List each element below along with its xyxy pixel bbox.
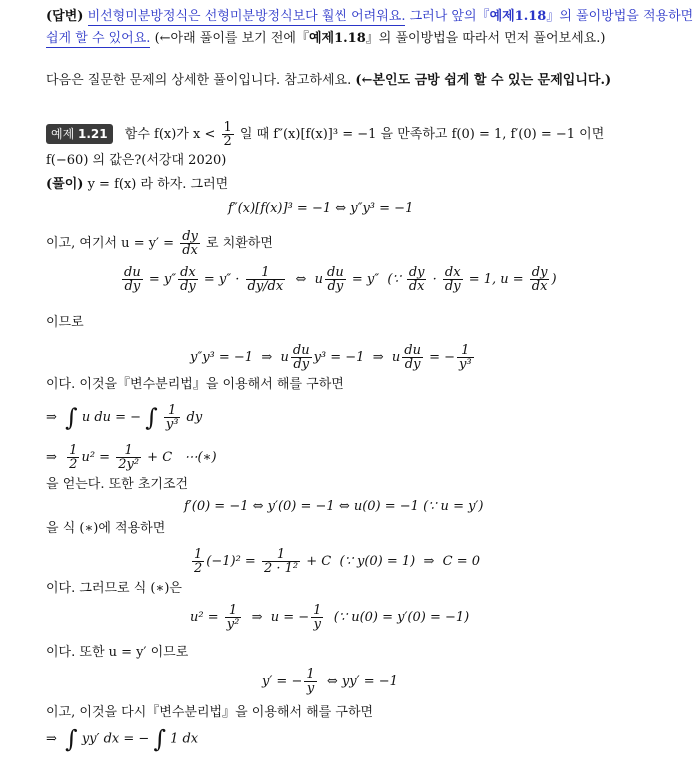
- solution-s6: 을 식 (∗)에 적용하면: [46, 521, 166, 536]
- solution-s8: 이다. 또한 u = y′ 이므로: [46, 645, 189, 660]
- solution-s3: 이므로: [46, 315, 84, 330]
- example-statement: [46, 121, 604, 148]
- eq-last-a: y′ = −: [262, 674, 303, 689]
- solution-s7: 이다. 그러므로 식 (∗)은: [46, 581, 182, 596]
- example-line-2: f(−60) 의 값은?(서강대 2020): [46, 153, 227, 168]
- solution-s9: 이고, 이것을 다시『변수분리법』을 이용해서 해를 구하면: [46, 705, 374, 720]
- badge-prefix: 예제: [51, 127, 75, 141]
- solution-s2a: 이고, 여기서 u = y′ =: [46, 236, 175, 251]
- eq-chain-rule: $\frac{du}{dy}$ = y″ $\frac{dx}{dy}$ = y″ · $\frac{1}{dy/dx}$ ⇔ u $\frac{du}{dy}$ = y″ (∵ $\frac{dy}{dx}$ · $\frac{dx}{dy}$ = 1, u = $\frac{dy}{dx}$ ): [124, 265, 557, 294]
- eq-constant: $\frac{1}{2}$ (−1)² = $\frac{1}{\text{2 · 1²}}$ + C (∵ y(0) = 1) ⇒ C = 0: [194, 547, 481, 576]
- statement-b: 일 때 f″(x)[f(x)]³ = −1 을 만족하고 f(0) = 1, f′(0) = −1 이면: [239, 127, 605, 142]
- intro-note: (←본인도 금방 쉽게 할 수 있는 문제입니다.): [355, 73, 612, 88]
- answer-text-2c: 』의 풀이방법을 따라서 먼저 풀어보세요.): [365, 31, 606, 46]
- solution-line-1: [46, 176, 228, 194]
- solution-s4: 이다. 이것을『변수분리법』을 이용해서 해를 구하면: [46, 377, 344, 392]
- eq-last: y′ = − $\frac{1}{y}$ ⇔ yy′ = −1: [262, 667, 398, 696]
- badge-number: 1.21: [78, 127, 108, 141]
- answer-text-2b: (←아래 풀이를 보기 전에『: [154, 31, 309, 46]
- example-badge: [46, 124, 113, 144]
- intro-line: [46, 72, 611, 90]
- answer-text-2a: 쉽게 할 수 있어요.: [46, 31, 151, 46]
- example-ref-2: 예제1.18: [308, 31, 366, 46]
- solution-s5: 을 얻는다. 또한 초기조건: [46, 477, 189, 492]
- answer-text-1c: 』의 풀이방법을 적용하면: [546, 9, 693, 24]
- example-ref-1: 예제1.18: [489, 9, 547, 24]
- answer-tag: (답변): [46, 9, 84, 24]
- eq-1: f″(x)[f(x)]³ = −1 ⇔ y″y³ = −1: [228, 201, 414, 216]
- eq-last-b: ⇔ yy′ = −1: [326, 674, 398, 689]
- statement-a: 함수 f(x)가 x <: [124, 127, 216, 142]
- fraction-dy-dx: $\frac{dy}{dx}$: [182, 229, 198, 258]
- answer-text-1b: 그러나 앞의『: [409, 9, 490, 24]
- answer-line-1: [46, 8, 693, 26]
- solution-line-2: [46, 230, 273, 257]
- answer-text-1a: 비선형미분방정식은 선형미분방정식보다 훨씬 어려워요.: [87, 9, 406, 24]
- eq-initial: f′(0) = −1 ⇔ y′(0) = −1 ⇔ u(0) = −1 (∵ u = y′): [184, 499, 484, 514]
- solution-s2b: 로 치환하면: [206, 236, 273, 251]
- eq-star: ⇒ $\frac{1}{2}$ u² = $\frac{1}{\text{2y²}}$ + C ⋯(∗): [46, 443, 217, 472]
- answer-line-2: [46, 30, 605, 48]
- eq-integral-1: ⇒ ∫ u du = − ∫ $\frac{1}{\text{y³}}$ dy: [46, 403, 203, 432]
- fraction-half: $\frac{1}{2}$: [223, 120, 232, 149]
- intro-text: 다음은 질문한 문제의 상세한 풀이입니다. 참고하세요.: [46, 73, 352, 88]
- eq-separated: y″y³ = −1 ⇒ u $\frac{du}{dy}$ y³ = −1 ⇒ u $\frac{du}{dy}$ = − $\frac{1}{\text{y³}}$: [190, 343, 472, 372]
- solution-s1: y = f(x) 라 하자. 그러면: [87, 177, 229, 192]
- solution-tag: (풀이): [46, 177, 84, 192]
- eq-integral-2: ⇒ ∫ yy′ dx = − ∫ 1 dx: [46, 725, 199, 753]
- eq-u-squared: u² = $\frac{1}{\text{y²}}$ ⇒ u = − $\frac{1}{y}$ (∵ u(0) = y′(0) = −1): [190, 603, 470, 632]
